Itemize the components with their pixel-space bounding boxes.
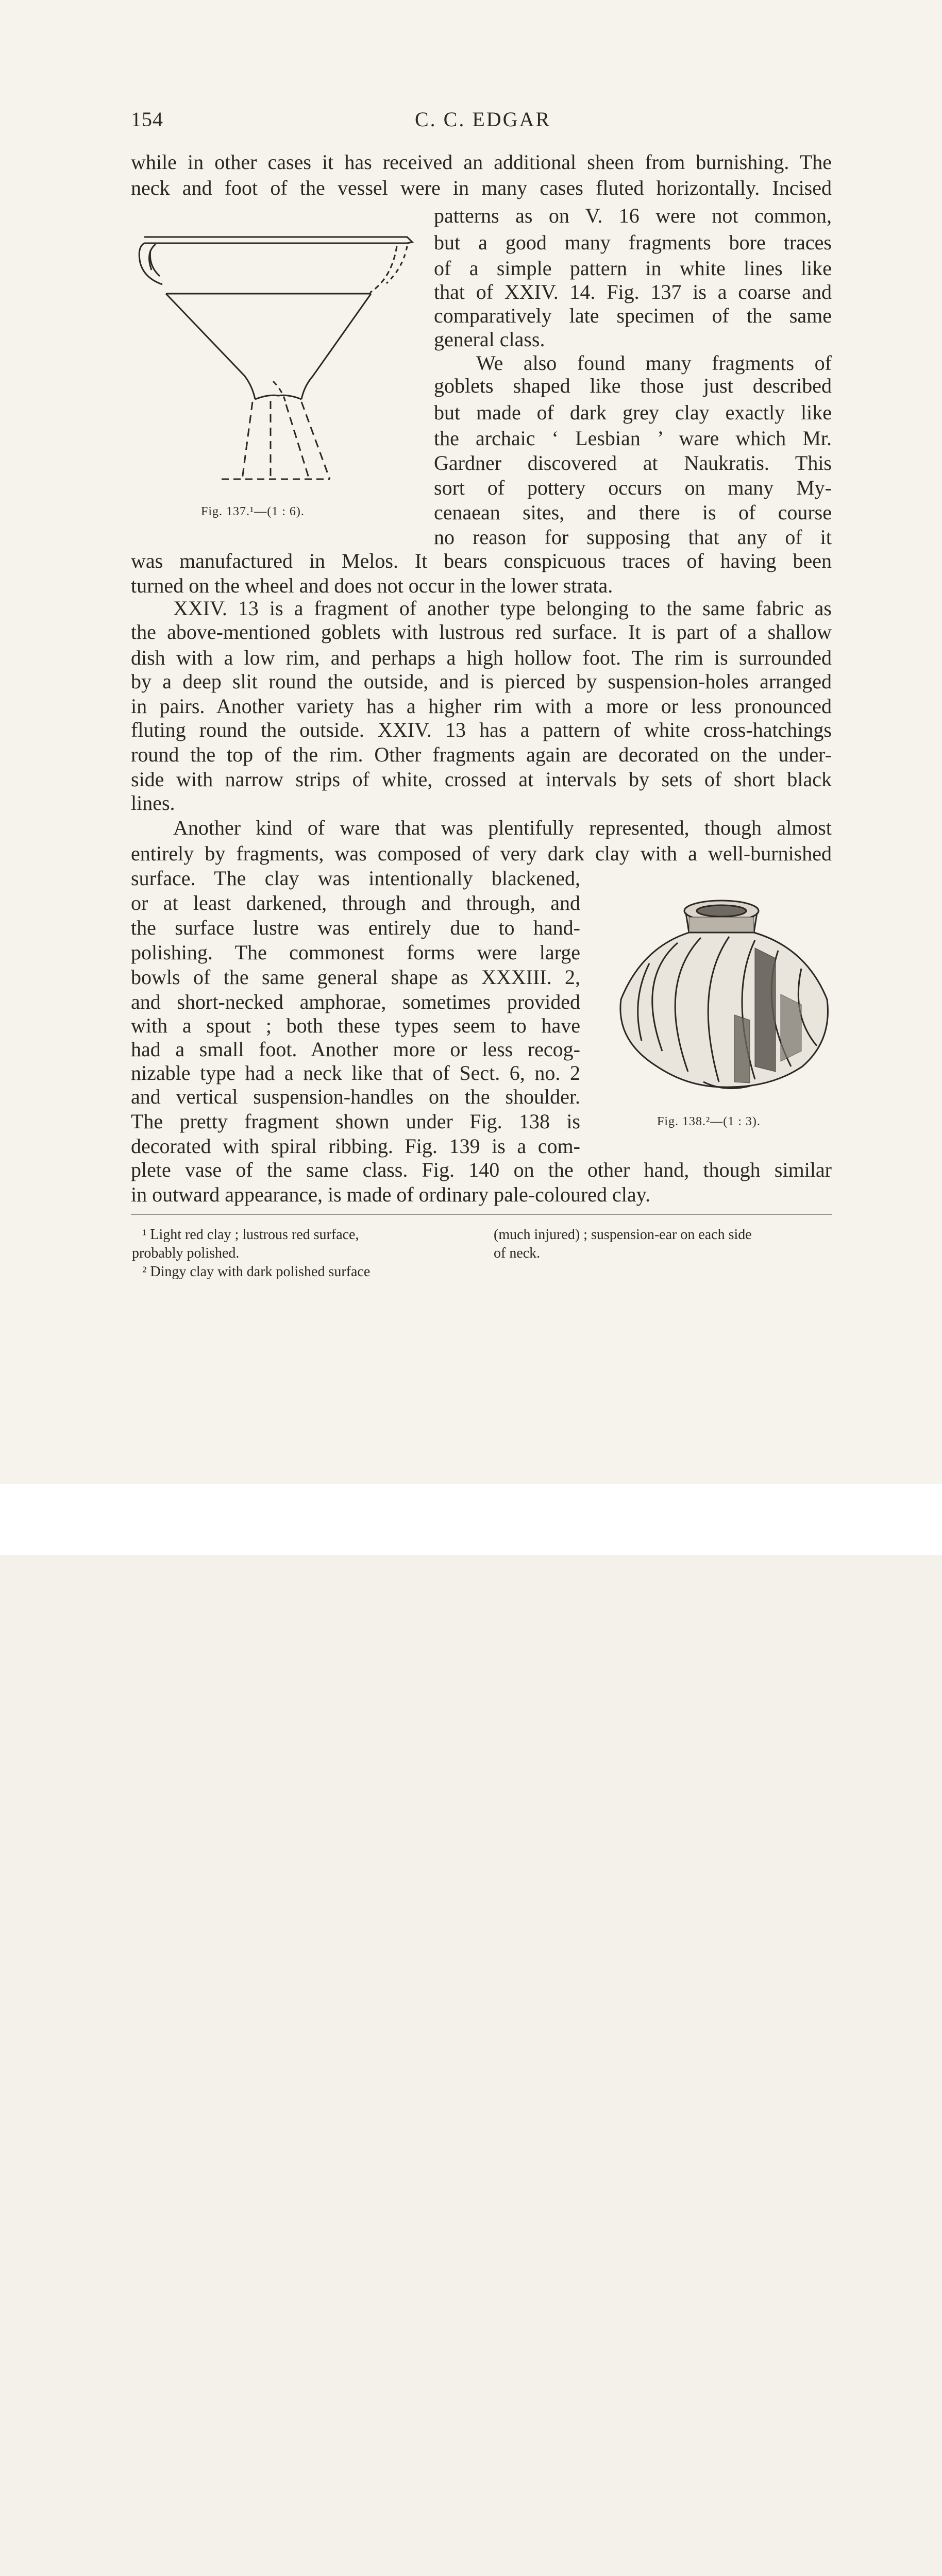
text-line: goblets shaped like those just described — [434, 374, 832, 397]
text-line: turned on the wheel and does not occur in the lower strata. — [131, 574, 613, 597]
page-number: 154 — [131, 108, 163, 131]
text-line: cenaean sites, and there is of course — [434, 501, 832, 524]
text-line: dish with a low rim, and perhaps a high hollow foot. The rim is surrounded — [131, 646, 832, 669]
text-line: plete vase of the same class. Fig. 140 on the other hand, though similar — [131, 1158, 832, 1181]
footnote-1-left-cont: probably polished. — [132, 1245, 240, 1261]
text-line: but made of dark grey clay exactly like — [434, 401, 832, 424]
text-line: or at least darkened, through and through, and — [131, 891, 580, 914]
text-line: polishing. The commonest forms were large — [131, 941, 580, 964]
text-line: by a deep slit round the outside, and is pierced by suspension-holes arranged — [131, 670, 832, 693]
text-line: side with narrow strips of white, crossed at intervals by sets of short black — [131, 768, 832, 791]
text-line: neck and foot of the vessel were in many cases fluted horizontally. Incised — [131, 176, 832, 199]
text-line: of a simple pattern in white lines like — [434, 257, 832, 280]
text-line: The pretty fragment shown under Fig. 138 is — [131, 1110, 580, 1133]
text-line: and vertical suspension-handles on the shoulder. — [131, 1085, 580, 1108]
footnote-1-right-cont: of neck. — [494, 1245, 541, 1261]
text-line: comparatively late specimen of the same — [434, 304, 832, 327]
text-line: decorated with spiral ribbing. Fig. 139 is a com- — [131, 1134, 580, 1158]
text-line: the surface lustre was entirely due to hand- — [131, 916, 580, 939]
text-line: the above-mentioned goblets with lustrous red surface. It is part of a shallow — [131, 620, 832, 643]
text-line: and short-necked amphorae, sometimes provided — [131, 990, 580, 1013]
text-line: patterns as on V. 16 were not common, — [434, 204, 832, 227]
text-line: in outward appearance, is made of ordinary pale-coloured clay. — [131, 1183, 651, 1206]
text-line: Gardner discovered at Naukratis. This — [434, 451, 832, 474]
text-line: that of XXIV. 14. Fig. 137 is a coarse and — [434, 280, 832, 303]
text-line: bowls of the same general shape as XXXIII. 2, — [131, 965, 580, 989]
footnote-rule — [131, 1214, 832, 1215]
footnote-1-right: (much injured) ; suspension-ear on each side — [494, 1227, 752, 1243]
text-line: had a small foot. Another more or less recog- — [131, 1038, 580, 1061]
text-line: but a good many fragments bore traces — [434, 231, 832, 254]
text-line: nizable type had a neck like that of Sect. 6, no. 2 — [131, 1061, 580, 1084]
text-line: in pairs. Another variety has a higher rim with a more or less pronounced — [131, 694, 832, 718]
text-line: XXIV. 13 is a fragment of another type belonging to the same fabric as — [173, 597, 832, 620]
footnote-1-left: ¹ Light red clay ; lustrous red surface, — [142, 1227, 359, 1243]
text-line: fluting round the outside. XXIV. 13 has a pattern of white cross-hatchings — [131, 718, 832, 741]
figure-caption: Fig. 138.²—(1 : 3). — [657, 1115, 761, 1128]
goblet-illustration — [129, 222, 423, 505]
footnote-2: ² Dingy clay with dark polished surface — [142, 1264, 371, 1280]
running-title: C. C. EDGAR — [415, 108, 551, 131]
text-line: general class. — [434, 328, 545, 351]
text-line: entirely by fragments, was composed of very dark clay with a well-burnished — [131, 842, 832, 865]
text-line: no reason for supposing that any of it — [434, 526, 832, 549]
text-line: sort of pottery occurs on many My- — [434, 476, 832, 499]
digitization-footer — [0, 1484, 942, 1555]
text-line: round the top of the rim. Other fragments again are decorated on the under- — [131, 743, 832, 766]
text-line: We also found many fragments of — [476, 351, 832, 375]
text-line: lines. — [131, 791, 175, 815]
text-line: surface. The clay was intentionally blackened, — [131, 867, 580, 890]
text-line: was manufactured in Melos. It bears conspicuous traces of having been — [131, 549, 832, 572]
text-line: the archaic ‘ Lesbian ’ ware which Mr. — [434, 427, 832, 450]
text-line: with a spout ; both these types seem to have — [131, 1014, 580, 1037]
spiral-ribbed-vase-illustration — [600, 896, 848, 1113]
figure-caption: Fig. 137.¹—(1 : 6). — [201, 505, 305, 518]
text-line: while in other cases it has received an additional sheen from burnishing. The — [131, 150, 832, 174]
text-line: Another kind of ware that was plentifully represented, though almost — [173, 816, 832, 839]
